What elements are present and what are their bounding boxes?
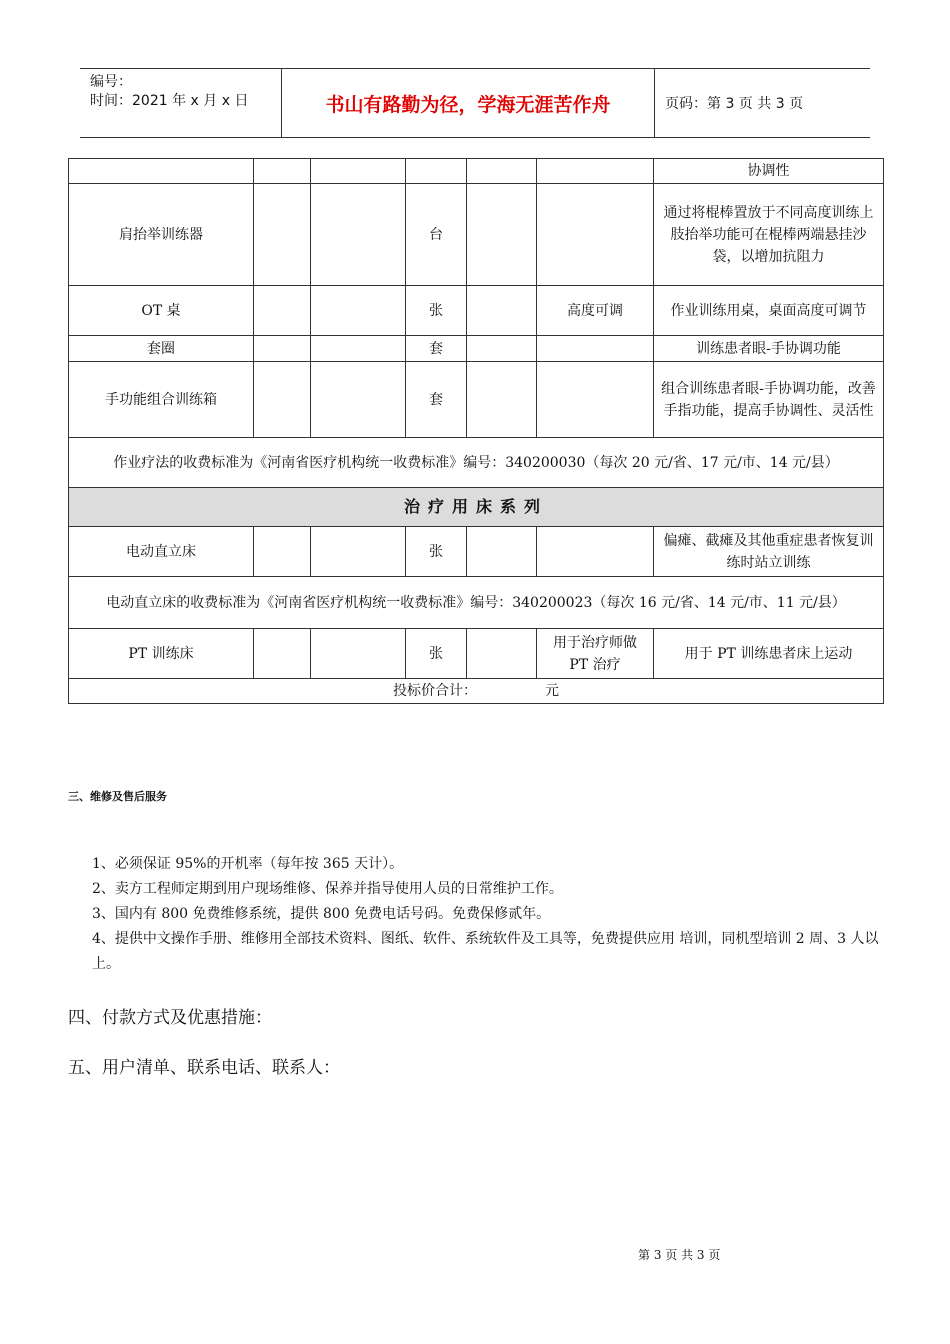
item-spec bbox=[537, 159, 654, 184]
table-row bbox=[69, 336, 884, 362]
bid-total-label: 投标价合计： bbox=[393, 683, 477, 699]
section-title: 治疗用床系列 bbox=[69, 488, 884, 527]
item-description: 协调性 bbox=[654, 159, 884, 184]
document-date: 时间：2021 年 x 月 x 日 bbox=[90, 93, 249, 109]
item-spec bbox=[537, 184, 654, 286]
table-row bbox=[69, 184, 884, 286]
payment-heading: 四、付款方式及优惠措施： bbox=[68, 1008, 272, 1028]
list-item: 3、国内有 800 免费维修系统，提供 800 免费电话号码。免费保修贰年。 bbox=[92, 906, 551, 922]
page-header bbox=[80, 68, 870, 138]
list-item: 2、卖方工程师定期到用户现场维修、保养并指导使用人员的日常维护工作。 bbox=[92, 881, 563, 897]
item-unit: 张 bbox=[406, 527, 467, 577]
item-spec: 高度可调 bbox=[537, 286, 654, 336]
header-page-number: 页码：第 3 页 共 3 页 bbox=[665, 96, 804, 112]
list-item: 1、必须保证 95%的开机率（每年按 365 天计）。 bbox=[92, 856, 404, 872]
service-title: 三、维修及售后服务 bbox=[68, 790, 167, 803]
item-spec bbox=[537, 336, 654, 362]
item-name: 手功能组合训练箱 bbox=[69, 362, 254, 438]
list-item: 4、提供中文操作手册、维修用全部技术资料、图纸、软件、系统软件及工具等，免费提供应用 培训，同机型培训 2 周、3 人以上。 bbox=[92, 931, 879, 972]
item-unit: 套 bbox=[406, 336, 467, 362]
bed-fee-note: 电动直立床的收费标准为《河南省医疗机构统一收费标准》编号：340200023（每次 16 元/省、14 元/市、11 元/县） bbox=[69, 577, 884, 629]
total-row bbox=[69, 679, 884, 704]
table-row bbox=[69, 629, 884, 679]
bid-total-unit: 元 bbox=[545, 683, 559, 699]
document-number: 编号： bbox=[90, 74, 132, 90]
table-row bbox=[69, 527, 884, 577]
item-description: 用于 PT 训练患者床上运动 bbox=[654, 629, 884, 679]
item-name: PT 训练床 bbox=[69, 629, 254, 679]
table-row bbox=[69, 362, 884, 438]
item-spec bbox=[537, 527, 654, 577]
item-name: OT 桌 bbox=[69, 286, 254, 336]
item-name: 套圈 bbox=[69, 336, 254, 362]
table-row bbox=[69, 159, 884, 184]
item-description: 组合训练患者眼-手协调功能，改善手指功能，提高手协调性、灵活性 bbox=[654, 362, 884, 438]
item-description: 偏瘫、截瘫及其他重症患者恢复训练时站立训练 bbox=[654, 527, 884, 577]
item-description: 通过将棍棒置放于不同高度训练上肢抬举功能可在棍棒两端悬挂沙袋，以增加抗阻力 bbox=[654, 184, 884, 286]
item-name bbox=[69, 159, 254, 184]
ot-fee-note: 作业疗法的收费标准为《河南省医疗机构统一收费标准》编号：340200030（每次 20 元/省、17 元/市、14 元/县） bbox=[69, 438, 884, 488]
item-name: 肩抬举训练器 bbox=[69, 184, 254, 286]
item-unit: 套 bbox=[406, 362, 467, 438]
table-row bbox=[69, 286, 884, 336]
item-spec bbox=[537, 362, 654, 438]
item-unit: 台 bbox=[406, 184, 467, 286]
item-spec: 用于治疗师做 PT 治疗 bbox=[537, 629, 654, 679]
item-name: 电动直立床 bbox=[69, 527, 254, 577]
header-meta bbox=[80, 69, 282, 137]
bid-total bbox=[69, 679, 884, 704]
page-footer: 第 3 页 共 3 页 bbox=[638, 1248, 721, 1262]
item-unit: 张 bbox=[406, 286, 467, 336]
item-description: 作业训练用桌，桌面高度可调节 bbox=[654, 286, 884, 336]
item-unit: 张 bbox=[406, 629, 467, 679]
service-list bbox=[80, 852, 885, 977]
equipment-table bbox=[68, 158, 884, 704]
header-motto: 书山有路勤为径，学海无涯苦作舟 bbox=[282, 69, 655, 137]
section-row bbox=[69, 488, 884, 527]
contact-heading: 五、用户清单、联系电话、联系人： bbox=[68, 1058, 340, 1078]
fee-note-row bbox=[69, 577, 884, 629]
item-description: 训练患者眼-手协调功能 bbox=[654, 336, 884, 362]
item-unit bbox=[406, 159, 467, 184]
fee-note-row bbox=[69, 438, 884, 488]
